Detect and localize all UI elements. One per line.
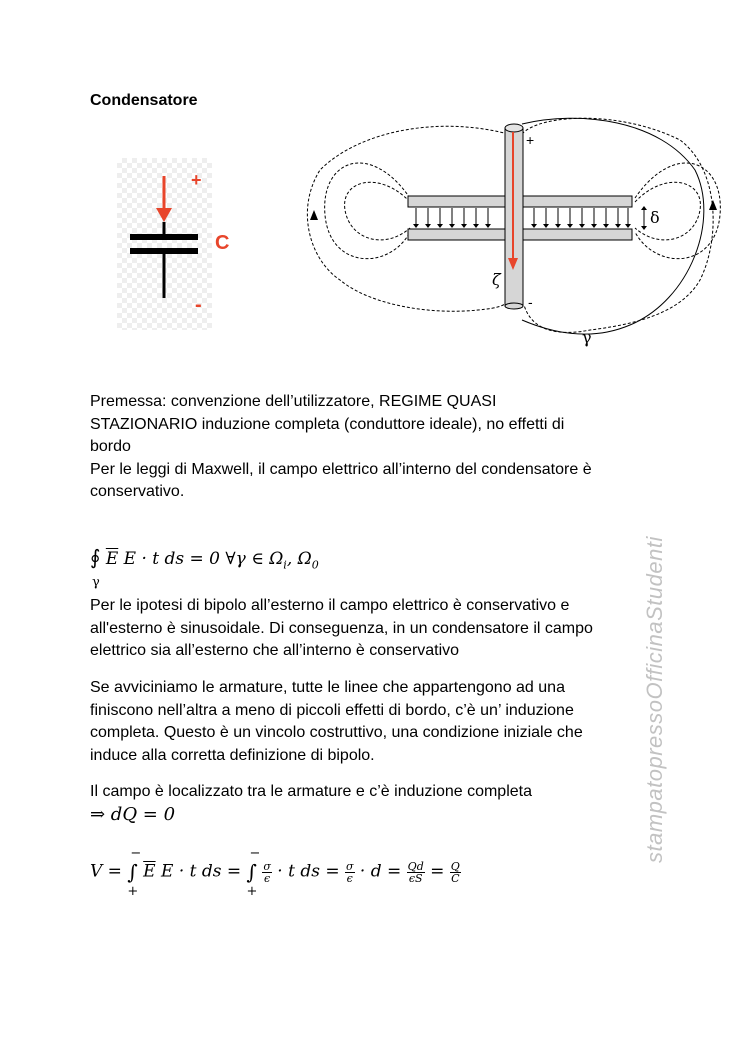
voltage-lhs: V = <box>90 861 122 882</box>
fraction-sigma-epsilon <box>345 861 355 884</box>
contour-integral-symbol: ∮ <box>90 545 101 569</box>
fraction-numerator: σ <box>346 859 354 873</box>
fraction-denominator: ϵ <box>264 871 271 885</box>
text-line: finiscono nell’altra a meno di piccoli effetti di bordo, c’è un’ induzione <box>90 701 574 719</box>
equation-circulation <box>90 545 319 590</box>
equation-part: E · t ds = <box>161 861 242 882</box>
text-line: bordo <box>90 438 131 455</box>
integral-upper-limit: − <box>130 846 142 861</box>
vector-e: $\overline{E}$ <box>143 861 156 882</box>
integral-symbol: ∫ <box>127 860 138 884</box>
symbol-c-label: C <box>215 232 230 254</box>
capacitor-field-figure <box>300 110 730 360</box>
omega-subscript: i <box>283 558 287 572</box>
gamma-label: γ <box>582 328 592 347</box>
zeta-label: ζ <box>492 270 501 289</box>
field-lines-drawing <box>300 110 730 360</box>
fraction-sigma-epsilon <box>262 861 272 884</box>
symbol-plus-label: + <box>191 170 202 190</box>
text-line: STAZIONARIO induzione completa (conduttore ideale), no effetti di <box>90 415 565 433</box>
integral-upper-limit: − <box>249 846 261 861</box>
capacitor-symbol-figure <box>117 158 230 330</box>
text-line: all'esterno è sinusoidale. Di conseguenza, in un condensatore il campo <box>90 619 593 637</box>
equation-part: · d = <box>359 861 402 882</box>
equation-dq: ⇒ dQ = 0 <box>90 804 176 825</box>
paragraph-campo-localizzato <box>90 781 650 804</box>
page-title: Condensatore <box>90 92 198 109</box>
equation-part: · t ds = <box>277 861 340 882</box>
field-plus-label: + <box>526 132 535 148</box>
field-minus-label: - <box>528 294 533 310</box>
fraction-q-c <box>450 861 461 884</box>
text-line: elettrico sia all’esterno che all’interno è conservativo <box>90 642 460 659</box>
equals-sign: = <box>430 861 445 882</box>
equation-rest: , Ω <box>286 549 312 569</box>
integral-lower-limit: + <box>246 884 258 899</box>
fraction-denominator: C <box>451 871 460 885</box>
text-line: Il campo è localizzato tra le armature e c’è induzione completa <box>90 783 532 800</box>
fraction-numerator: Q <box>450 859 460 873</box>
integral-symbol: ∫ <box>246 860 257 884</box>
vector-e: $\overline{E}$ <box>105 549 119 569</box>
text-line: completa. Questo è un vincolo costruttivo, una condizione iniziale che <box>90 724 583 741</box>
text-line: Se avviciniamo le armature, tutte le linee che appartengono ad una <box>90 679 565 696</box>
text-line: conservativo. <box>90 483 185 500</box>
text-line: Per le ipotesi di bipolo all’esterno il campo elettrico è conservativo e <box>90 597 570 614</box>
equation-voltage <box>90 846 461 899</box>
delta-label: δ <box>650 208 660 227</box>
equation-body: E · t ds = 0 ∀γ ∈ Ω <box>123 549 284 569</box>
paragraph-bipolo <box>90 595 650 663</box>
fraction-numerator: σ <box>263 859 271 873</box>
integral-lower-limit: + <box>127 884 139 899</box>
watermark: stampatopressoOfficinaStudenti <box>642 536 667 863</box>
fraction-numerator: Qd <box>407 859 424 873</box>
integral-2 <box>246 846 261 899</box>
contour-subscript: γ <box>92 575 100 590</box>
omega-zero-subscript: 0 <box>311 558 319 572</box>
symbol-minus-label: - <box>195 294 202 316</box>
fraction-denominator: ϵ <box>346 871 353 885</box>
integral-1 <box>127 846 142 899</box>
fraction-qd-es <box>407 861 425 884</box>
text-line: Premessa: convenzione dell’utilizzatore, REGIME QUASI <box>90 393 497 410</box>
paragraph-armature <box>90 677 650 767</box>
paragraph-premessa <box>90 391 650 504</box>
fraction-denominator: ϵS <box>408 871 423 885</box>
text-line: induce alla corretta definizione di bipolo. <box>90 746 375 764</box>
text-line: Per le leggi di Maxwell, il campo elettrico all’interno del condensatore è <box>90 460 592 478</box>
